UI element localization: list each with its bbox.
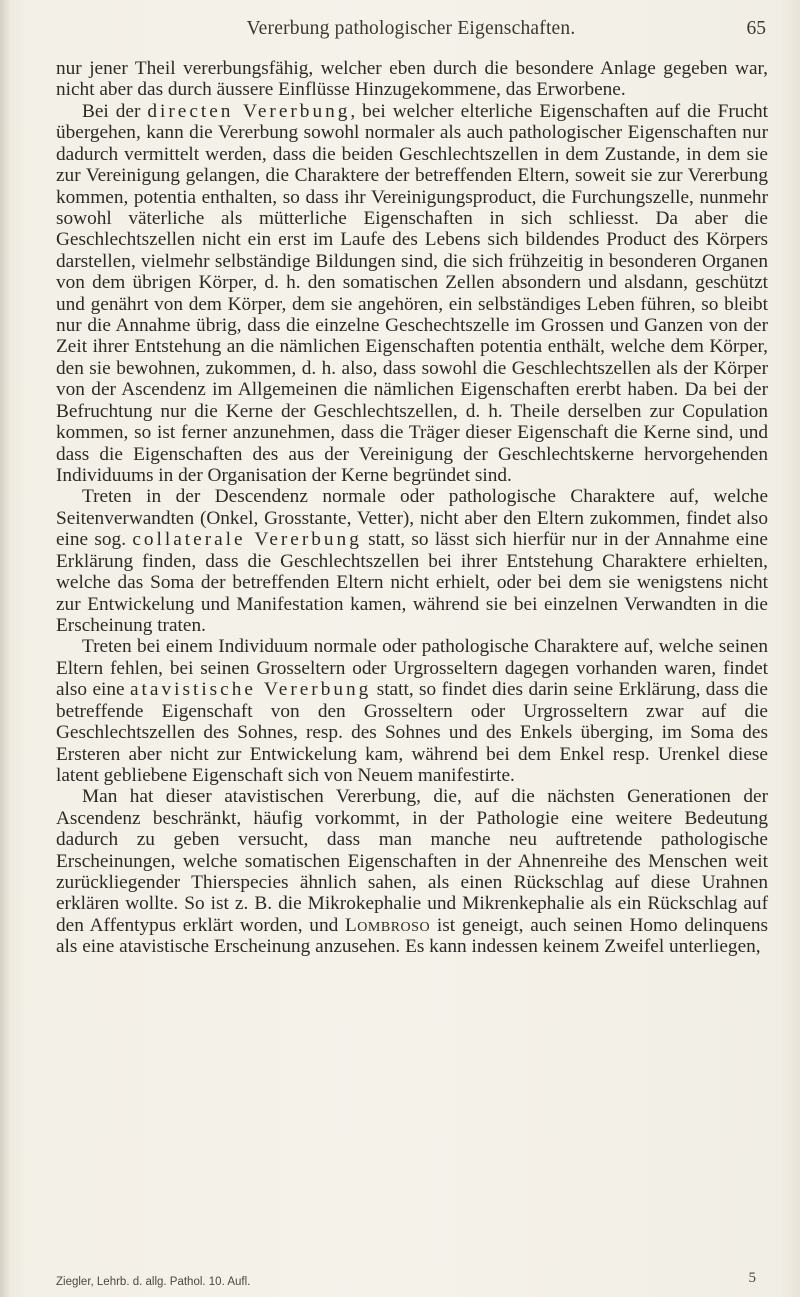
text-run: nur jener Theil vererbungsfähig, welcher eben durch die besondere Anlage gegeben war, nicht aber das durch äussere Einflüsse Hinzugekommene, das Erworbene. <box>56 58 768 101</box>
text-run: Treten in der Descendenz normale oder pathologische Charaktere auf, welche Seitenverwandten (Onkel, Grosstante, Vetter), nicht aber den Eltern zukommen, findet also eine sog. <box>56 486 768 551</box>
paragraph <box>56 101 768 487</box>
paragraph <box>56 636 768 786</box>
body-text <box>56 58 768 958</box>
page-header <box>56 18 766 44</box>
paragraph <box>56 486 768 636</box>
text-run: , bei welcher elterliche Eigenschaften auf die Frucht übergehen, kann die Vererbung sowohl normaler als auch pathologischer Eigenschaften nur dadurch vermittelt werden, dass die beiden Geschlechtszellen in dem Zustande, in dem sie zur Vereinigung gelangen, die Charaktere der betreffenden Eltern, soweit sie zur Vererbung kommen, potentia enthalten, so dass ihr Vereinigungsproduct, die Furchungszelle, nunmehr sowohl väterliche als mütterliche Eigenschaften in sich schliesst. Da aber die Geschlechtszellen nicht ein erst im Laufe des Lebens sich bildendes Product des Körpers darstellen, vielmehr selbständige Bildungen sind, die sich frühzeitig in besonderen Organen von dem übrigen Körper, d. h. den somatischen Zellen absondern und alsdann, geschützt und genährt von dem Körper, dem sie angehören, ein selbständiges Leben führen, so bleibt nur die Annahme übrig, dass die einzelne Geschechtszelle im Grossen und Ganzen von der Zeit ihrer Entstehung an die nämlichen Eigenschaften potentia enthält, welche dem Körper, den sie bewohnen, zukommen, d. h. also, dass sowohl die Geschlechtszellen als der Körper von der Ascendenz im Allgemeinen die nämlichen Eigenschaften ererbt haben. Da bei der Befruchtung nur die Kerne der Geschlechtszellen, d. h. Theile derselben zur Copulation kommen, so ist ferner anzunehmen, dass die Träger dieser Eigenschaft die Kerne sind, und dass die Eigenschaften des aus der Vereinigung der Geschlechtskerne hervorgehenden Individuums in der Organisation der Kerne begründet sind. <box>56 100 768 487</box>
page-edge-shadow <box>0 0 10 1297</box>
text-run: Treten bei einem Individuum normale oder pathologische Charaktere auf, welche seinen Eltern fehlen, bei seinen Grosseltern oder Urgrosseltern dagegen vorhanden waren, findet also eine <box>56 636 768 701</box>
running-title: Vererbung pathologischer Eigenschaften. <box>246 18 576 39</box>
spaced-term: atavistische Vererbung <box>129 679 372 701</box>
sheet-number: 5 <box>748 1270 756 1286</box>
text-run: Man hat dieser atavistischen Vererbung, die, auf die nächsten Generationen der Ascendenz beschränkt, häufig vorkommt, in der Pathologie eine weitere Bedeutung dadurch zu geben versucht, dass man manche neu auftretende pathologische Erscheinungen, welche somatischen Eigenschaften in der Ahnenreihe des Menschen weit zurückliegender Thierspecies ähnlich sahen, als einen Rückschlag auf diese Urahnen erklären wollte. So ist z. B. die Mikrokephalie und Mikrenkephalie als ein Rückschlag auf den Affentypus erklärt worden, und <box>56 786 768 936</box>
page-footer <box>56 1270 768 1294</box>
spaced-term: collaterale Vererbung <box>132 529 362 551</box>
text-run: statt, so findet dies darin seine Erklärung, dass die betreffende Eigenschaft von den Grosseltern oder Urgrosseltern zwar auf die Geschlechtszellen des Sohnes, resp. des Sohnes und des Enkels überging, im Soma des Ersteren aber nicht zur Entwickelung kam, während bei dem Enkel resp. Urenkel diese latent gebliebene Eigenschaft sich von Neuem manifestirte. <box>56 679 768 786</box>
text-run: statt, so lässt sich hierfür nur in der Annahme eine Erklärung finden, dass die Geschlechtszellen bei ihrer Entstehung Charaktere erhielten, welche das Soma der betreffenden Eltern nicht erhielt, oder bei dem sie wenigstens nicht zur Entwickelung und Manifestation kamen, während sie bei einzelnen Verwandten in die Erscheinung traten. <box>56 529 768 636</box>
page-number: 65 <box>746 18 766 39</box>
text-run: Bei der <box>82 100 148 122</box>
paragraph <box>56 58 768 101</box>
spaced-term: directen Vererbung <box>147 100 351 122</box>
author-name: Lombroso <box>345 914 431 936</box>
text-run: ist geneigt, auch seinen Homo delinquens als eine atavistische Erscheinung anzusehen. Es kann indessen keinem Zweifel unterliegen, <box>56 914 769 958</box>
paragraph <box>56 786 768 957</box>
printer-signature: Ziegler, Lehrb. d. allg. Pathol. 10. Aufl. <box>56 1276 251 1288</box>
